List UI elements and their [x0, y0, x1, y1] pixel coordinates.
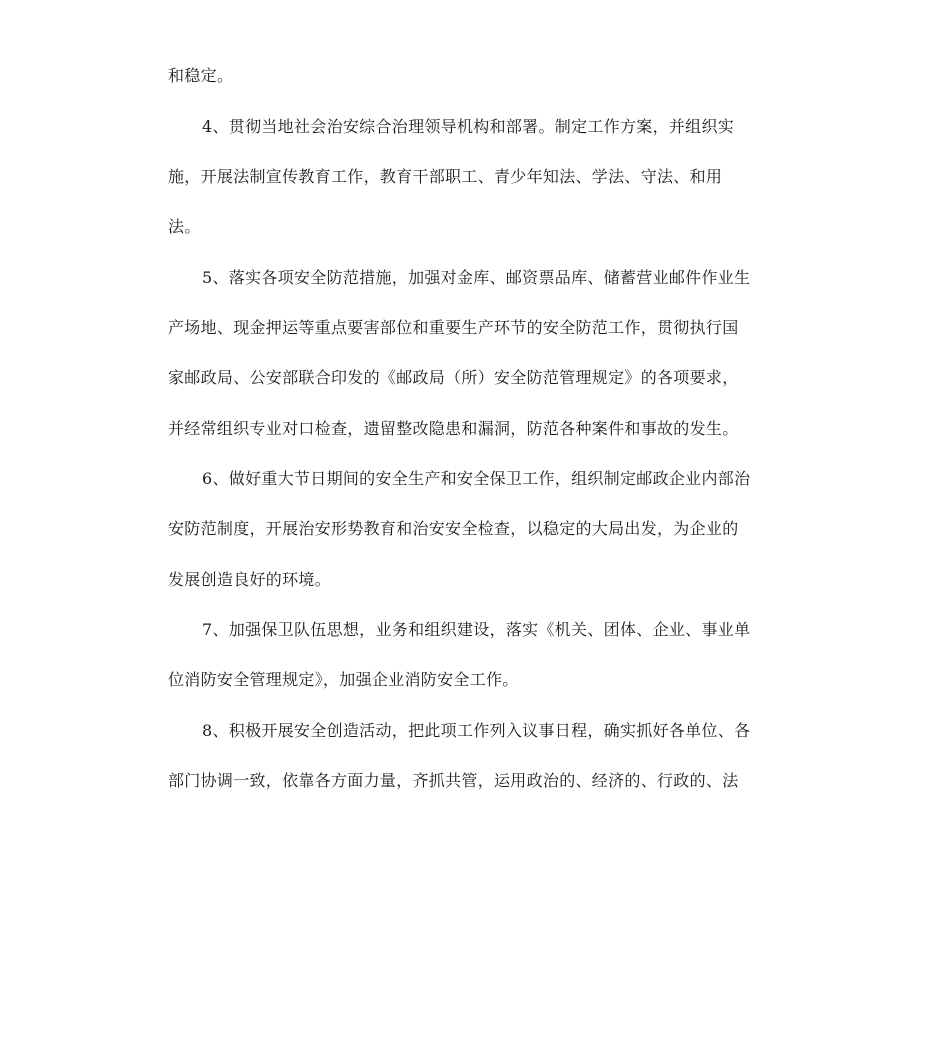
item-6-line-3: 发展创造良好的环境。	[168, 570, 332, 589]
item-5-line-1: 5、落实各项安全防范措施，加强对金库、邮资票品库、储蓄营业邮件作业生	[202, 268, 751, 287]
item-7-line-2: 位消防安全管理规定》，加强企业消防安全工作。	[168, 670, 519, 689]
item-7-line-1: 7、加强保卫队伍思想，业务和组织建设，落实《机关、团体、企业、事业单	[202, 620, 751, 639]
item-5-line-2: 产场地、现金押运等重点要害部位和重要生产环节的安全防范工作，贯彻执行国	[168, 318, 739, 337]
item-6-line-1: 6、做好重大节日期间的安全生产和安全保卫工作，组织制定邮政企业内部治	[202, 469, 751, 488]
item-4-line-2: 施，开展法制宣传教育工作，教育干部职工、青少年知法、学法、守法、和用	[168, 167, 723, 186]
item-5-line-3: 家邮政局、公安部联合印发的《邮政局（所）安全防范管理规定》的各项要求，	[168, 368, 739, 387]
item-8-line-2: 部门协调一致，依靠各方面力量，齐抓共管，运用政治的、经济的、行政的、法	[168, 771, 739, 790]
item-4-line-3: 法。	[168, 217, 201, 236]
text-line-continuation: 和稳定。	[168, 66, 234, 85]
item-5-line-4: 并经常组织专业对口检查，遗留整改隐患和漏洞，防范各种案件和事故的发生。	[168, 419, 739, 438]
item-6-line-2: 安防范制度，开展治安形势教育和治安安全检查，以稳定的大局出发，为企业的	[168, 519, 739, 538]
item-4-line-1: 4、贯彻当地社会治安综合治理领导机构和部署。制定工作方案，并组织实	[202, 117, 735, 136]
item-8-line-1: 8、积极开展安全创造活动，把此项工作列入议事日程，确实抓好各单位、各	[202, 721, 751, 740]
